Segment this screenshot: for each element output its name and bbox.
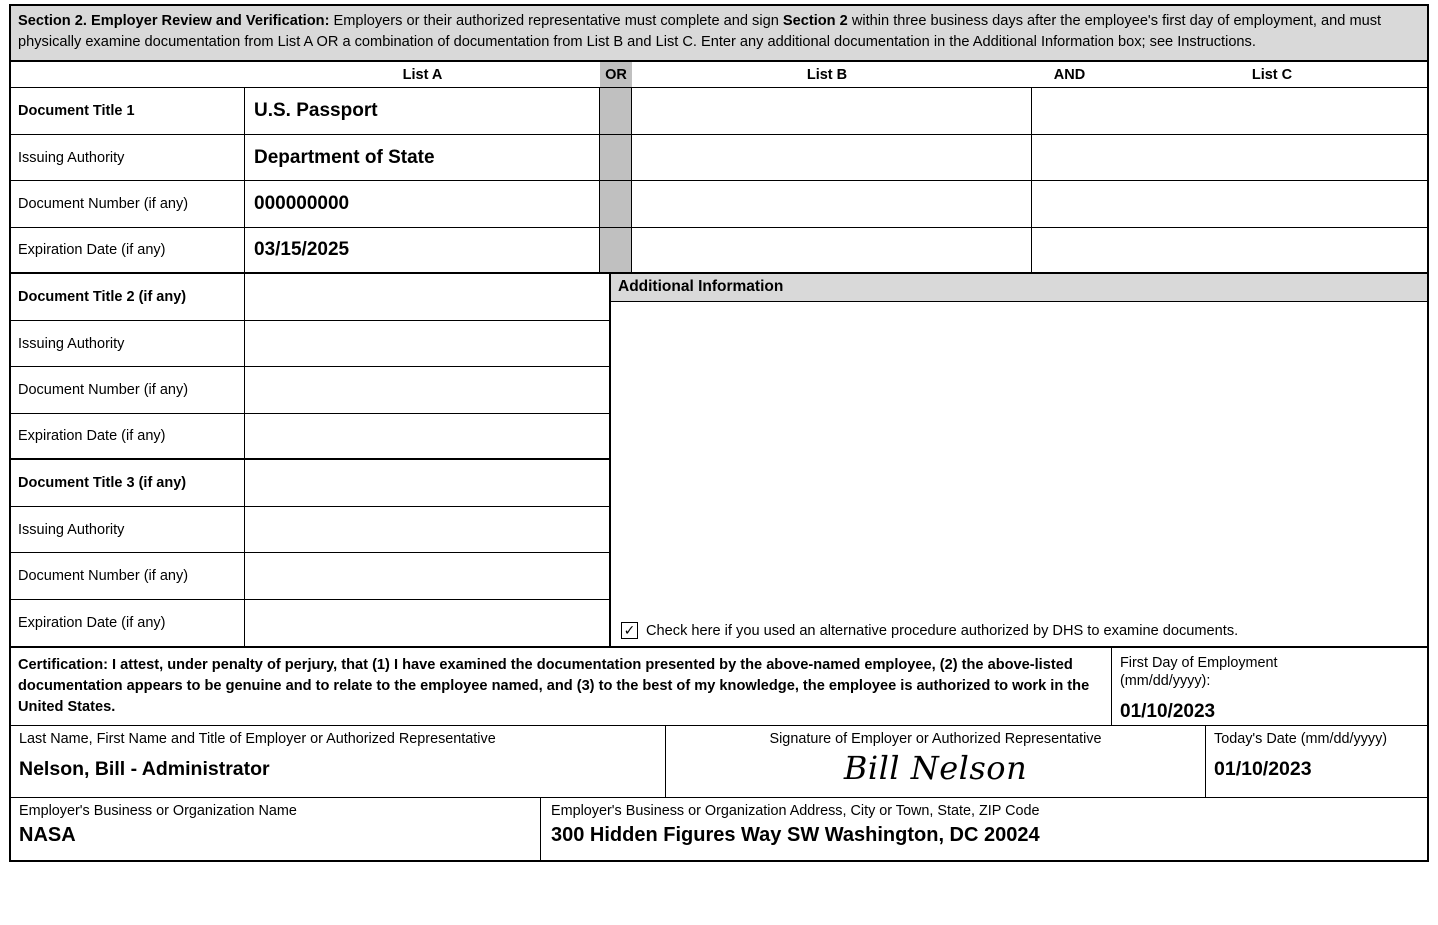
row-document-title-3 xyxy=(11,460,609,507)
input-list-c-document-title[interactable] xyxy=(1032,88,1427,134)
input-expiration-date-3[interactable] xyxy=(245,600,609,647)
label-expiration-date-3: Expiration Date (if any) xyxy=(11,600,245,647)
input-first-day-of-employment[interactable]: 01/10/2023 xyxy=(1120,701,1216,723)
header-list-a: List A xyxy=(402,66,443,83)
input-list-a-document-number-1[interactable]: 000000000 xyxy=(245,181,600,227)
additional-information-textarea[interactable] xyxy=(611,302,1427,646)
input-list-b-document-number[interactable] xyxy=(632,181,1032,227)
input-list-b-issuing-authority[interactable] xyxy=(632,135,1032,181)
row-expiration-date-2 xyxy=(11,414,609,461)
documents-2-3-column xyxy=(11,274,611,646)
row-expiration-date-3 xyxy=(11,600,609,647)
input-list-c-expiration-date[interactable] xyxy=(1032,228,1427,273)
input-document-number-3[interactable] xyxy=(245,553,609,599)
input-issuing-authority-2[interactable] xyxy=(245,321,609,367)
label-document-number-3: Document Number (if any) xyxy=(11,553,245,599)
employer-business-name-label: Employer's Business or Organization Name xyxy=(19,803,297,820)
row-document-number-1 xyxy=(11,181,1427,228)
todays-date-label: Today's Date (mm/dd/yyyy) xyxy=(1214,731,1388,748)
input-document-title-2[interactable] xyxy=(245,274,609,320)
section-instructions-part1: Employers or their authorized representative must complete and sign xyxy=(329,13,783,29)
label-document-title-2: Document Title 2 (if any) xyxy=(11,274,245,320)
input-list-a-document-title-1[interactable]: U.S. Passport xyxy=(245,88,600,134)
employer-signature-value[interactable]: Bill Nelson xyxy=(843,749,1028,788)
header-list-b: List B xyxy=(806,66,848,83)
employer-business-name-cell xyxy=(11,798,541,860)
additional-information-heading: Additional Information xyxy=(611,274,1427,302)
or-divider-1 xyxy=(600,88,632,134)
employer-signature-label: Signature of Employer or Authorized Representative xyxy=(769,731,1102,748)
header-spacer xyxy=(11,62,245,87)
input-todays-date[interactable]: 01/10/2023 xyxy=(1214,758,1312,781)
alternative-procedure-row xyxy=(621,622,1238,639)
label-document-number-1: Document Number (if any) xyxy=(11,181,245,227)
input-employer-address[interactable]: 300 Hidden Figures Way SW Washington, DC 20024 xyxy=(551,824,1040,847)
first-day-label xyxy=(1120,654,1427,690)
first-day-label-line2: (mm/dd/yyyy): xyxy=(1120,673,1211,690)
or-divider-3 xyxy=(600,181,632,227)
input-document-title-3[interactable] xyxy=(245,460,609,506)
section-instructions-bold: Section 2 xyxy=(782,13,848,29)
input-expiration-date-2[interactable] xyxy=(245,414,609,459)
label-issuing-authority-2: Issuing Authority xyxy=(11,321,245,367)
employer-name-cell xyxy=(11,726,666,797)
label-expiration-date-1: Expiration Date (if any) xyxy=(11,228,245,273)
employer-signature-cell xyxy=(666,726,1206,797)
todays-date-cell xyxy=(1206,726,1427,797)
row-issuing-authority-2 xyxy=(11,321,609,368)
alternative-procedure-label: Check here if you used an alternative procedure authorized by DHS to examine documents. xyxy=(646,622,1239,639)
header-list-c: List C xyxy=(1251,66,1293,83)
row-document-number-3 xyxy=(11,553,609,600)
input-list-b-expiration-date[interactable] xyxy=(632,228,1032,273)
input-list-b-document-title[interactable] xyxy=(632,88,1032,134)
input-list-a-expiration-date-1[interactable]: 03/15/2025 xyxy=(245,228,600,273)
label-document-number-2: Document Number (if any) xyxy=(11,367,245,413)
input-list-c-document-number[interactable] xyxy=(1032,181,1427,227)
section-header-banner xyxy=(11,6,1427,62)
row-document-title-2 xyxy=(11,274,609,321)
input-list-a-issuing-authority-1[interactable]: Department of State xyxy=(245,135,600,181)
certification-text xyxy=(11,648,1112,725)
label-document-title-1: Document Title 1 xyxy=(11,88,245,134)
or-divider-2 xyxy=(600,135,632,181)
label-document-title-3: Document Title 3 (if any) xyxy=(11,460,245,506)
input-document-number-2[interactable] xyxy=(245,367,609,413)
certification-row xyxy=(11,648,1427,726)
row-document-title-1 xyxy=(11,88,1427,135)
header-and: AND xyxy=(1053,66,1086,83)
employer-address-cell xyxy=(541,798,1427,860)
documents-and-additional-info xyxy=(11,274,1427,648)
label-expiration-date-2: Expiration Date (if any) xyxy=(11,414,245,459)
additional-information-column xyxy=(611,274,1427,646)
i9-section2-form xyxy=(9,4,1429,862)
input-employer-name[interactable]: Nelson, Bill - Administrator xyxy=(19,758,270,781)
or-divider-4 xyxy=(600,228,632,273)
first-day-of-employment-cell xyxy=(1112,648,1427,725)
input-issuing-authority-3[interactable] xyxy=(245,507,609,553)
certification-body: I attest, under penalty of perjury, that (1) I have examined the documentation presented by the above-named employee, (2) the above-listed documentation appears to be genuine and to relate to the employee named, and (3) to the best of my knowledge, the employee is authorized to work in the United States. xyxy=(18,657,1090,715)
label-issuing-authority-3: Issuing Authority xyxy=(11,507,245,553)
employer-address-label: Employer's Business or Organization Address, City or Town, State, ZIP Code xyxy=(551,803,1040,820)
employer-row xyxy=(11,798,1427,862)
input-list-c-issuing-authority[interactable] xyxy=(1032,135,1427,181)
label-issuing-authority-1: Issuing Authority xyxy=(11,135,245,181)
row-issuing-authority-3 xyxy=(11,507,609,554)
first-day-label-line1: First Day of Employment xyxy=(1120,655,1278,672)
alternative-procedure-checkbox[interactable]: ✓ xyxy=(621,622,638,639)
signature-row xyxy=(11,726,1427,798)
header-or: OR xyxy=(600,62,632,87)
row-issuing-authority-1 xyxy=(11,135,1427,182)
list-column-headers xyxy=(11,62,1427,88)
row-expiration-date-1 xyxy=(11,228,1427,275)
certification-label: Certification: xyxy=(18,657,108,674)
section-instructions-part2: within three business days after the employee's first day of employment, and must physically examine documentation from List A OR a combination of documentation from List B and List C. Enter any additional documentation in the Additional Information box; see Instructions. xyxy=(18,13,1382,51)
section-title: Section 2. Employer Review and Verification: xyxy=(18,13,330,29)
row-document-number-2 xyxy=(11,367,609,414)
input-employer-business-name[interactable]: NASA xyxy=(19,824,76,847)
employer-name-label: Last Name, First Name and Title of Employer or Authorized Representative xyxy=(19,731,496,748)
